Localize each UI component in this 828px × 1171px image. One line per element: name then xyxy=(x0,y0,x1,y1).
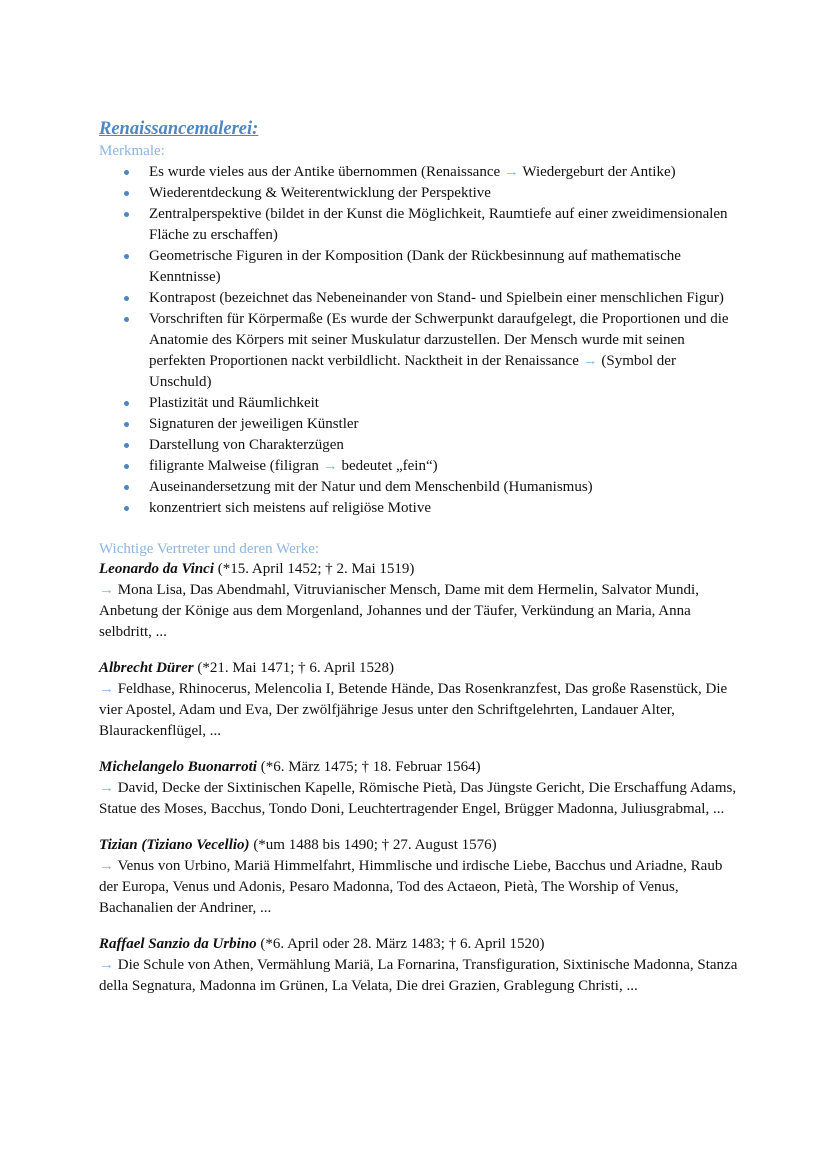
artist-dates: (*um 1488 bis 1490; † 27. August 1576) xyxy=(249,837,497,853)
artist-dates: (*6. März 1475; † 18. Februar 1564) xyxy=(256,759,481,775)
artist-entry xyxy=(99,835,739,919)
arrow-icon: → xyxy=(99,780,114,796)
feature-item: Signaturen der jeweiligen Künstler xyxy=(99,414,739,435)
feature-item: Kontrapost (bezeichnet das Nebeneinander von Stand- und Spielbein einer menschlichen Figur) xyxy=(99,288,739,309)
artist-works: → David, Decke der Sixtinischen Kapelle, Römische Pietà, Das Jüngste Gericht, Die Erschaffung Adams, Statue des Moses, Bacchus, Tondo Doni, Leuchtertragender Engel, Brügger Madonna, Juliusgrabmal, ... xyxy=(99,780,737,817)
artist-name: Michelangelo Buonarroti xyxy=(99,759,257,775)
artist-works: → Die Schule von Athen, Vermählung Mariä, La Fornarina, Transfiguration, Sixtinische Madonna, Stanza della Segnatura, Madonna im Grünen, La Velata, Die drei Grazien, Grablegung Christi, ... xyxy=(99,957,738,994)
artist-name: Leonardo da Vinci xyxy=(99,561,215,577)
artist-dates: (*21. Mai 1471; † 6. April 1528) xyxy=(193,660,394,676)
feature-item: Darstellung von Charakterzügen xyxy=(99,435,739,456)
arrow-icon: → xyxy=(99,858,114,874)
artist-entry xyxy=(99,559,739,643)
feature-item: konzentriert sich meistens auf religiöse Motive xyxy=(99,498,739,519)
feature-item: Auseinandersetzung mit der Natur und dem Menschenbild (Humanismus) xyxy=(99,477,739,498)
feature-item: Zentralperspektive (bildet in der Kunst die Möglichkeit, Raumtiefe auf einer zweidimensionalen Fläche zu erschaffen) xyxy=(99,204,739,246)
artist-works: → Mona Lisa, Das Abendmahl, Vitruvianischer Mensch, Dame mit dem Hermelin, Salvator Mundi, Anbetung der Könige aus dem Morgenland, Johannes und der Täufer, Verkündung an Maria, Anna selbdritt, ... xyxy=(99,582,699,640)
document-content xyxy=(99,117,739,997)
feature-item: Geometrische Figuren in der Komposition (Dank der Rückbesinnung auf mathematische Kenntnisse) xyxy=(99,246,739,288)
arrow-icon: → xyxy=(322,458,338,474)
arrow-icon: → xyxy=(99,957,114,973)
features-heading: Merkmale: xyxy=(99,143,165,159)
artist-name: Raffael Sanzio da Urbino xyxy=(99,936,257,952)
artist-entry xyxy=(99,757,739,820)
artist-dates: (*15. April 1452; † 2. Mai 1519) xyxy=(214,561,415,577)
artist-dates: (*6. April oder 28. März 1483; † 6. April 1520) xyxy=(256,936,545,952)
feature-item: filigrante Malweise (filigran → bedeutet „fein“) xyxy=(99,456,739,477)
arrow-icon: → xyxy=(99,681,114,697)
artist-works: → Venus von Urbino, Mariä Himmelfahrt, Himmlische und irdische Liebe, Bacchus und Ariadne, Raub der Europa, Venus und Adonis, Pesaro Madonna, Tod des Actaeon, Pietà, The Worship of Venus, Bachanalien der Andriner, ... xyxy=(99,858,723,916)
feature-item: Wiederentdeckung & Weiterentwicklung der Perspektive xyxy=(99,183,739,204)
feature-item: Es wurde vieles aus der Antike übernommen (Renaissance → Wiedergeburt der Antike) xyxy=(99,162,739,183)
arrow-icon: → xyxy=(503,164,519,180)
document-title: Renaissancemalerei: xyxy=(99,119,259,139)
artist-name: Albrecht Dürer xyxy=(99,660,194,676)
artist-entry xyxy=(99,934,739,997)
artist-works: → Feldhase, Rhinocerus, Melencolia I, Betende Hände, Das Rosenkranzfest, Das große Rasenstück, Die vier Apostel, Adam und Eva, Der zwölfjährige Jesus unter den Schriftgelehrten, Landauer Alter, Blaurackenflügel, ... xyxy=(99,681,728,739)
feature-item: Vorschriften für Körpermaße (Es wurde der Schwerpunkt daraufgelegt, die Proportionen und die Anatomie des Körpers mit seiner Muskulatur darzustellen. Der Mensch wurde mit seinen perfekten Proportionen nackt verbildlicht. Nacktheit in der Renaissance → (Symbol der Unschuld) xyxy=(99,309,739,393)
arrow-icon: → xyxy=(582,353,598,369)
artists-heading: Wichtige Vertreter und deren Werke: xyxy=(99,541,320,557)
features-list xyxy=(99,162,739,519)
artist-entry xyxy=(99,658,739,742)
feature-item: Plastizität und Räumlichkeit xyxy=(99,393,739,414)
artist-name: Tizian (Tiziano Vecellio) xyxy=(99,837,250,853)
arrow-icon: → xyxy=(99,582,114,598)
